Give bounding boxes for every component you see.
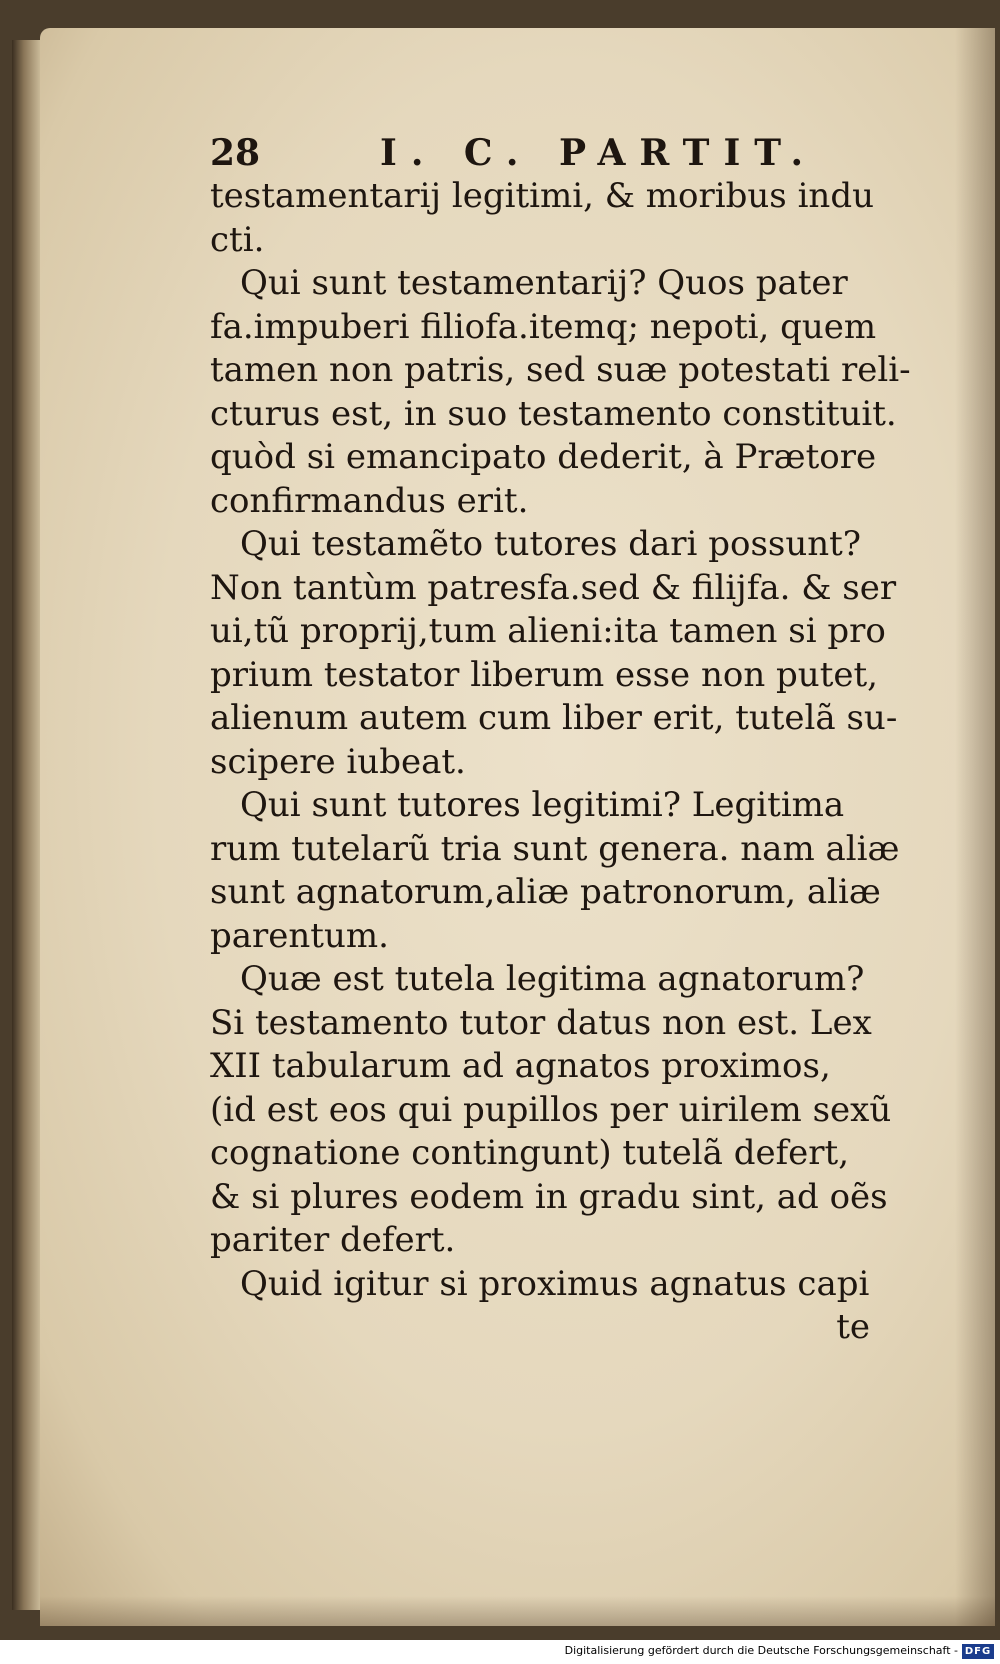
text-line: parentum. xyxy=(210,915,389,956)
dfg-logo: DFG xyxy=(962,1644,994,1659)
text-line: cognatione contingunt) tutelã defert, xyxy=(210,1133,850,1173)
digitization-footer xyxy=(0,1640,1000,1664)
text-line: sunt agnatorum,aliæ patronorum, aliæ xyxy=(210,872,881,912)
text-line: fa.impuberi filiofa.itemq; nepoti, quem xyxy=(210,306,877,347)
body-text xyxy=(210,175,910,1350)
question-line: Quæ est tutela legitima agnatorum? xyxy=(240,959,865,999)
page-bottom-shadow xyxy=(40,1596,995,1626)
page-number: 28 xyxy=(210,132,261,174)
text-line: XII tabularum ad agnatos proximos, xyxy=(210,1046,831,1086)
running-head-title: I. C. PARTIT. xyxy=(380,132,817,174)
question-line: Quid igitur si proximus agnatus capi xyxy=(240,1263,870,1304)
page-gutter-shadow xyxy=(955,28,995,1626)
funding-credit: Digitalisierung gefördert durch die Deutsche Forschungsgemeinschaft - xyxy=(564,1644,958,1657)
text-line: & si plures eodem in gradu sint, ad oẽs xyxy=(210,1176,888,1217)
catchword: te xyxy=(836,1307,870,1347)
text-line: cti. xyxy=(210,219,265,260)
question-line: Qui testamẽto tutores dari possunt? xyxy=(240,524,862,564)
text-line: cturus est, in suo testamento constituit. xyxy=(210,393,897,434)
text-line: confirmandus erit. xyxy=(210,480,529,521)
text-line: tamen non patris, sed suæ potestati reli- xyxy=(210,350,911,390)
text-line: (id est eos qui pupillos per uirilem sexũ xyxy=(210,1089,892,1130)
text-line: Non tantùm patresfa.sed & filijfa. & ser xyxy=(210,567,897,608)
text-line: prium testator liberum esse non putet, xyxy=(210,654,878,695)
text-line: ui,tũ proprij,tum alieni:ita tamen si pro xyxy=(210,611,886,651)
question-line: Qui sunt testamentarij? Quos pater xyxy=(240,263,848,303)
text-line: testamentarij legitimi, & moribus indu xyxy=(210,176,874,216)
text-line: quòd si emancipato dederit, à Prætore xyxy=(210,437,877,477)
text-line: alienum autem cum liber erit, tutelã su- xyxy=(210,698,898,738)
text-line: Si testamento tutor datus non est. Lex xyxy=(210,1002,872,1043)
question-line: Qui sunt tutores legitimi? Legitima xyxy=(240,785,845,825)
text-line: rum tutelarũ tria sunt genera. nam aliæ xyxy=(210,828,900,869)
text-line: pariter defert. xyxy=(210,1220,456,1260)
text-line: scipere iubeat. xyxy=(210,741,466,782)
